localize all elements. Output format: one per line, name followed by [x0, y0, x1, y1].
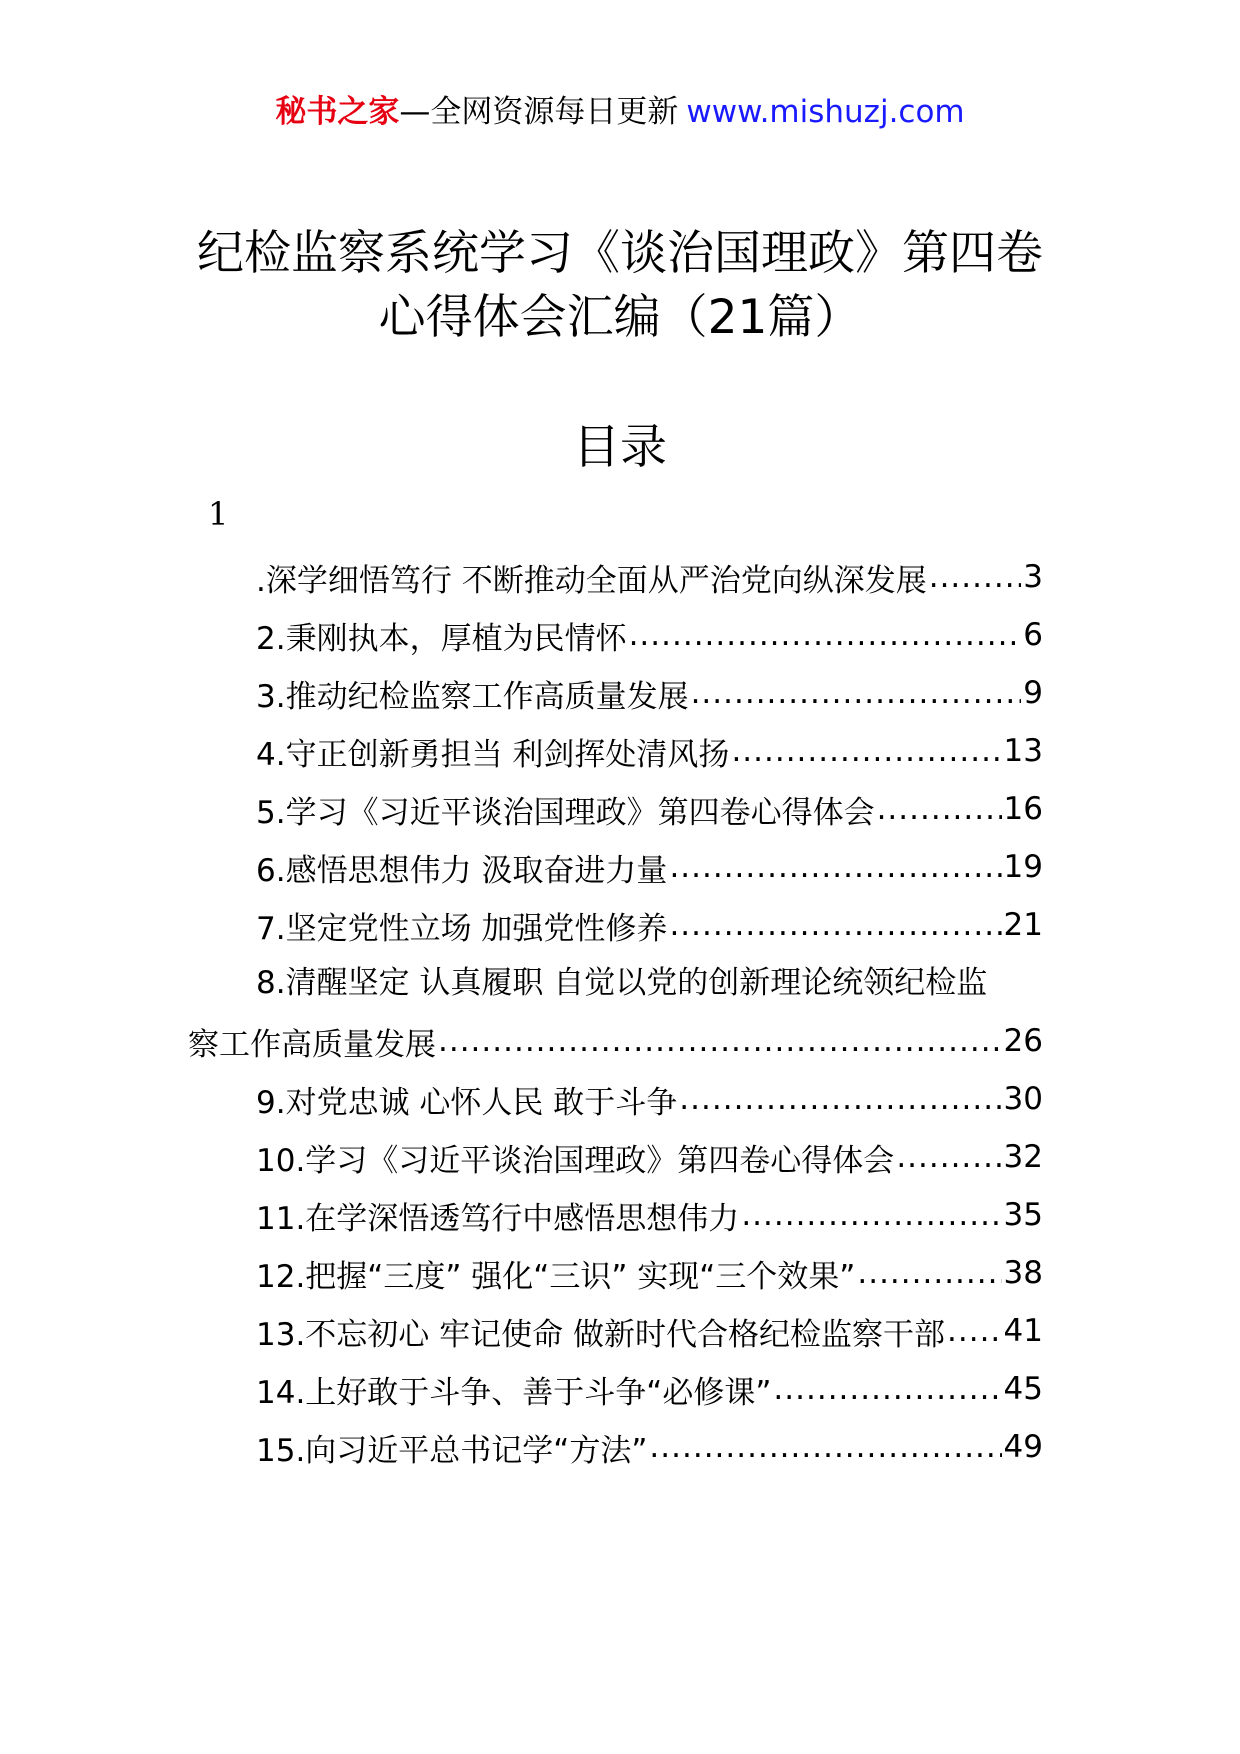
toc-leader-dots [629, 617, 1022, 653]
toc-page-number: 13 [1003, 733, 1043, 769]
toc-entry-3[interactable] [256, 668, 1043, 718]
toc-entry-label: 10.学习《习近平谈治国理政》第四卷心得体会 [256, 1142, 895, 1179]
toc-entry-10[interactable] [256, 1132, 1043, 1182]
toc-entry-label: 3.推动纪检监察工作高质量发展 [256, 678, 689, 715]
toc-leader-dots [741, 1197, 1001, 1233]
toc-page-number: 21 [1003, 907, 1043, 943]
brand-name: 秘书之家 [275, 94, 400, 130]
toc-leader-dots [773, 1371, 1001, 1407]
toc-leader-dots [669, 849, 1001, 885]
toc-page-number: 32 [1003, 1139, 1043, 1175]
toc-leader-dots [731, 733, 1001, 769]
toc-entry-14[interactable] [256, 1364, 1043, 1414]
toc-entry-label: 5.学习《习近平谈治国理政》第四卷心得体会 [256, 794, 875, 831]
toc-entry-4[interactable] [256, 726, 1043, 776]
toc-page-number: 49 [1003, 1429, 1043, 1465]
title-line-1: 纪检监察系统学习《谈治国理政》第四卷 [197, 226, 1043, 281]
toc-entry-13[interactable] [256, 1306, 1043, 1356]
toc-page-number: 26 [1003, 1023, 1043, 1059]
toc-leader-dots [857, 1255, 1001, 1291]
toc-page-number: 38 [1003, 1255, 1043, 1291]
title-line-2: 心得体会汇编（21篇） [378, 290, 862, 345]
toc-page-number: 3 [1023, 559, 1043, 595]
toc-entry-label: 6.感悟思想伟力 汲取奋进力量 [256, 852, 668, 889]
toc-entry-12[interactable] [256, 1248, 1043, 1298]
toc-entry-8[interactable] [256, 958, 1043, 1008]
toc-entry-label: 4.守正创新勇担当 利剑挥处清风扬 [256, 736, 730, 773]
toc-heading: 目录 [573, 420, 667, 475]
toc-page-number: 19 [1003, 849, 1043, 885]
toc-entry-label: .深学细悟笃行 不断推动全面从严治党向纵深发展 [256, 562, 927, 599]
toc-entry-15[interactable] [256, 1422, 1043, 1472]
toc-leader-dots [896, 1139, 1001, 1175]
toc-entry-5[interactable] [256, 784, 1043, 834]
toc-entry-7[interactable] [256, 900, 1043, 950]
toc-entry-1[interactable] [256, 552, 1043, 602]
toc-entry-label-continued: 察工作高质量发展 [188, 1026, 436, 1063]
toc-entry-label: 15.向习近平总书记学“方法” [256, 1432, 648, 1469]
toc-entry-label: 7.坚定党性立场 加强党性修养 [256, 910, 668, 947]
toc-page-number: 30 [1003, 1081, 1043, 1117]
toc-entry-2[interactable] [256, 610, 1043, 660]
toc-leader-dots [947, 1313, 1002, 1349]
document-title [0, 222, 1240, 350]
toc-page-number: 41 [1003, 1313, 1043, 1349]
banner-tagline: —全网资源每日更新 [399, 94, 679, 130]
toc-page-number: 6 [1023, 617, 1043, 653]
toc-leader-dots [649, 1429, 1001, 1465]
toc-page-number: 16 [1003, 791, 1043, 827]
toc-leader-dots [679, 1081, 1001, 1117]
toc-leader-dots [691, 675, 1022, 711]
toc-entry-label: 8.清醒坚定 认真履职 自觉以党的创新理论统领纪检监 [256, 965, 988, 1001]
toc-entry-label: 2.秉刚执本，厚植为民情怀 [256, 620, 627, 657]
toc-entry-11[interactable] [256, 1190, 1043, 1240]
toc-entry-label: 13.不忘初心 牢记使命 做新时代合格纪检监察干部 [256, 1316, 946, 1353]
toc-entry-label: 9.对党忠诚 心怀人民 敢于斗争 [256, 1084, 678, 1121]
toc-entry-9[interactable] [256, 1074, 1043, 1124]
stray-list-number: 1 [208, 495, 229, 533]
toc-leader-dots [669, 907, 1001, 943]
toc-entry-8-continued[interactable] [188, 1016, 1043, 1066]
site-banner [0, 92, 1240, 132]
toc-entry-label: 11.在学深悟透笃行中感悟思想伟力 [256, 1200, 740, 1237]
site-url-link[interactable]: www.mishuzj.com [686, 94, 965, 130]
toc-entry-label: 14.上好敢于斗争、善于斗争“必修课” [256, 1374, 772, 1411]
toc-entry-label: 12.把握“三度” 强化“三识” 实现“三个效果” [256, 1258, 856, 1295]
toc-leader-dots [438, 1023, 1002, 1059]
toc-page-number: 9 [1023, 675, 1043, 711]
toc-page-number: 45 [1003, 1371, 1043, 1407]
toc-entry-6[interactable] [256, 842, 1043, 892]
toc-page-number: 35 [1003, 1197, 1043, 1233]
toc-leader-dots [929, 559, 1022, 595]
toc-leader-dots [877, 791, 1002, 827]
